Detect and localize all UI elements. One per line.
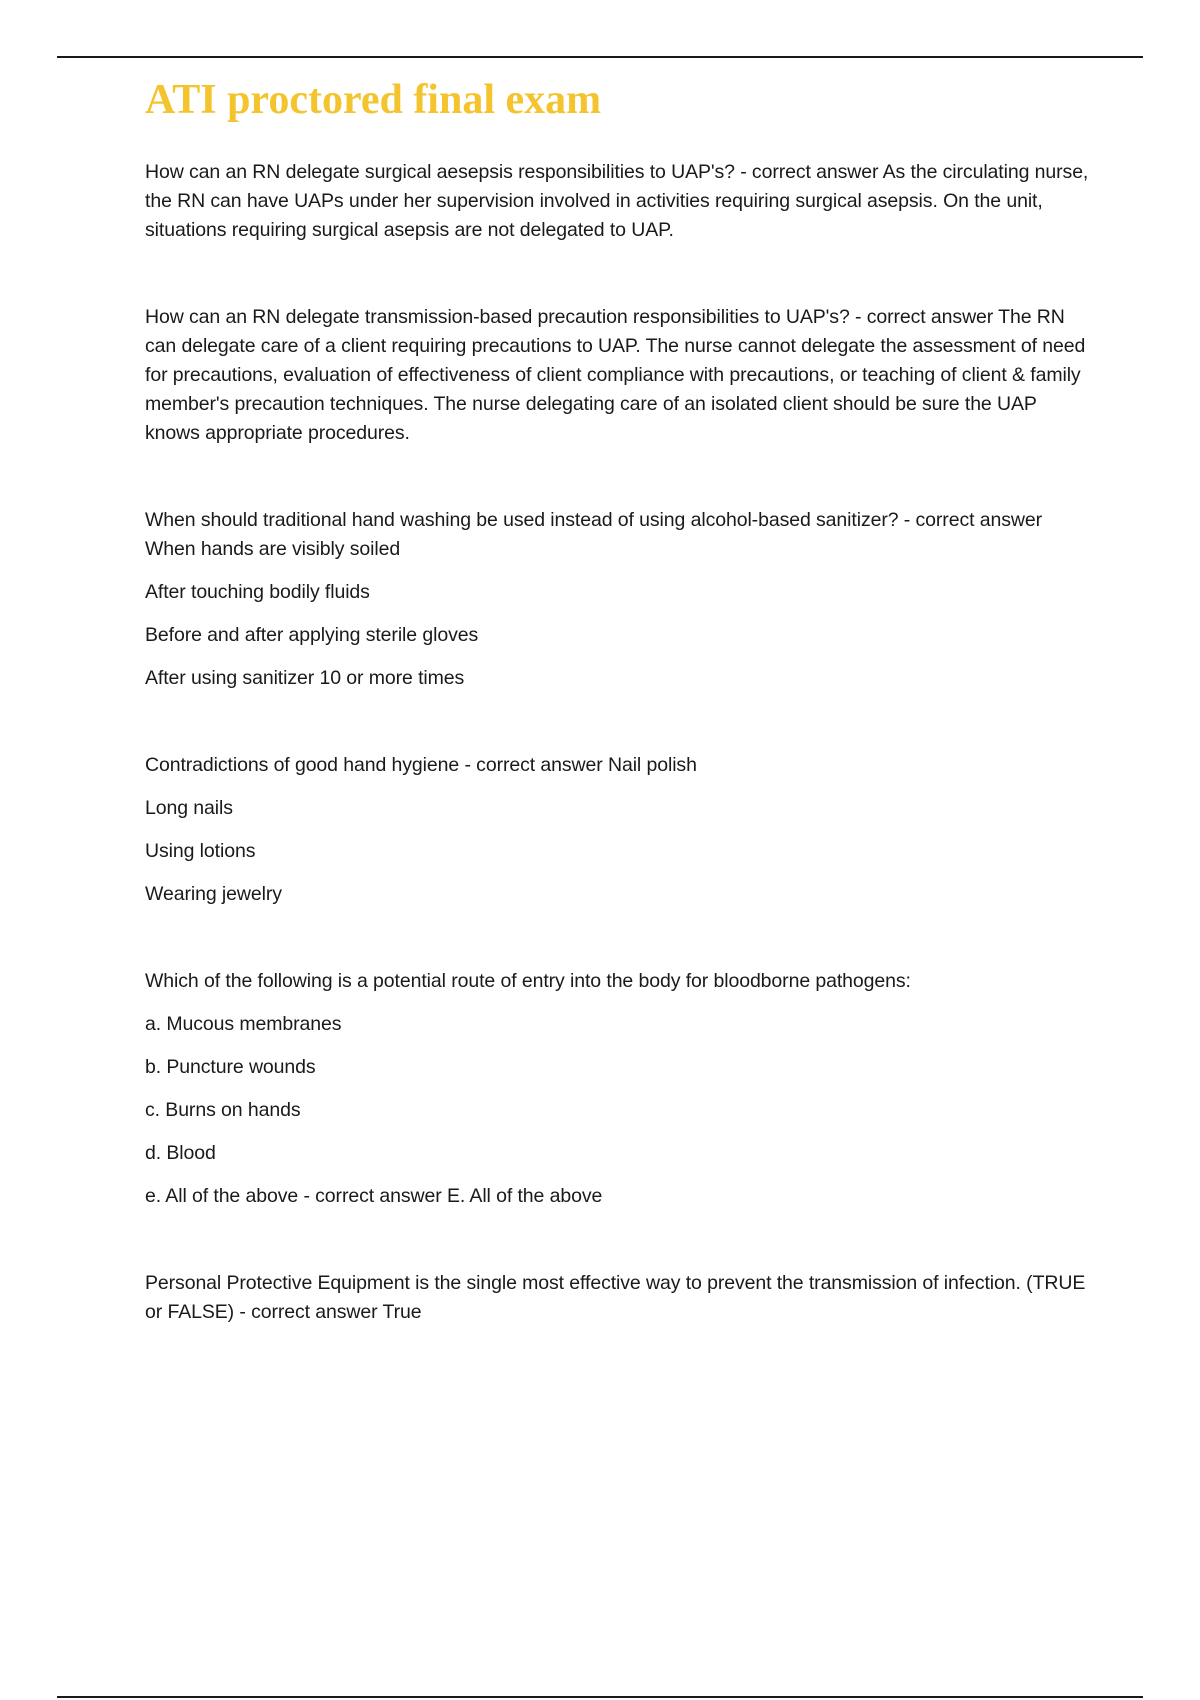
- bottom-rule: [57, 1696, 1143, 1698]
- qa-line: After touching bodily fluids: [145, 581, 370, 603]
- qa-line: Long nails: [145, 797, 233, 819]
- qa-line: Before and after applying sterile gloves: [145, 624, 479, 646]
- qa-line: c. Burns on hands: [145, 1099, 301, 1121]
- qa-block-ppe: [145, 1269, 1090, 1327]
- qa-line: Contradictions of good hand hygiene - correct answer Nail polish: [145, 754, 697, 776]
- qa-line: e. All of the above - correct answer E. All of the above: [145, 1185, 603, 1207]
- qa-line: When should traditional hand washing be used instead of using alcohol-based sanitizer? - correct answer When hands are visibly soiled: [145, 509, 1042, 560]
- qa-block-transmission-precautions: [145, 303, 1090, 448]
- qa-block-surgical-asepsis: [145, 158, 1090, 245]
- qa-block-hand-washing: [145, 506, 1090, 693]
- qa-line: Using lotions: [145, 840, 256, 862]
- qa-block-bloodborne-pathogens: [145, 967, 1090, 1211]
- document-body: [145, 70, 1090, 1385]
- qa-block-hand-hygiene: [145, 751, 1090, 909]
- qa-line: Wearing jewelry: [145, 883, 282, 905]
- qa-line: d. Blood: [145, 1142, 216, 1164]
- qa-line: Personal Protective Equipment is the single most effective way to prevent the transmission of infection. (TRUE or FALSE) - correct answer True: [145, 1272, 1086, 1323]
- qa-line: How can an RN delegate transmission-based precaution responsibilities to UAP's? - correct answer The RN can delegate care of a client requiring precautions to UAP. The nurse cannot delegate the assessment of need for precautions, evaluation of effectiveness of client compliance with precautions, or teaching of client & family member's precaution techniques. The nurse delegating care of an isolated client should be sure the UAP knows appropriate procedures.: [145, 306, 1086, 444]
- qa-line: b. Puncture wounds: [145, 1056, 316, 1078]
- qa-line: a. Mucous membranes: [145, 1013, 342, 1035]
- qa-line: After using sanitizer 10 or more times: [145, 667, 465, 689]
- qa-line: Which of the following is a potential route of entry into the body for bloodborne pathogens:: [145, 970, 911, 992]
- top-rule: [57, 56, 1143, 58]
- document-title: ATI proctored final exam: [145, 77, 602, 123]
- qa-line: How can an RN delegate surgical aesepsis responsibilities to UAP's? - correct answer As the circulating nurse, the RN can have UAPs under her supervision involved in activities requiring surgical asepsis. On the unit, situations requiring surgical asepsis are not delegated to UAP.: [145, 161, 1089, 241]
